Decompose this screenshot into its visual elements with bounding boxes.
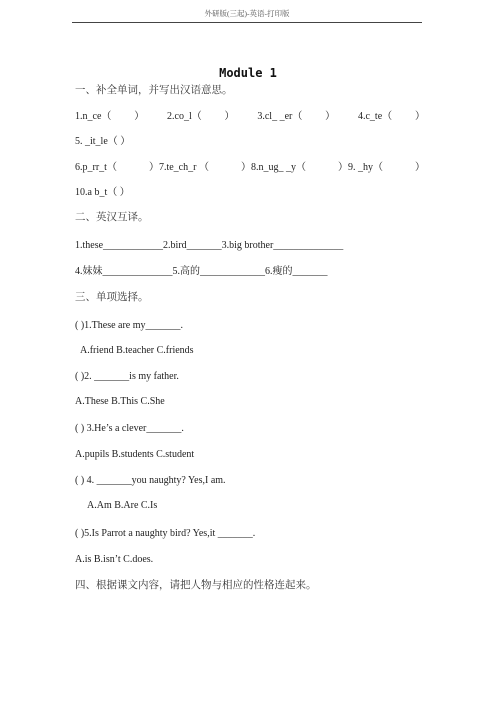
- word-item: ）: [414, 162, 425, 173]
- word-item: ）: [134, 111, 145, 122]
- part1-row-1: [75, 110, 425, 124]
- word-item: 6.p_rr_t（: [75, 162, 117, 173]
- section-2-heading: 二、英汉互译。: [75, 212, 149, 223]
- page-title: Module 1: [219, 66, 277, 80]
- section-3-heading: 三、单项选择。: [75, 292, 149, 303]
- question-2: ( )2. _______is my father.: [75, 371, 179, 382]
- section-4-heading: 四、根据课文内容，请把人物与相应的性格连起来。: [75, 580, 317, 591]
- word-item: 3.cl_ _er（: [257, 111, 303, 122]
- part1-row-2: 5. _it_le（ ）: [75, 136, 131, 147]
- word-item: 4.c_te（: [357, 111, 393, 122]
- word-item: 2.co_l（: [167, 111, 202, 122]
- question-3-options: A.pupils B.students C.student: [75, 449, 195, 460]
- question-2-options: A.These B.This C.She: [75, 396, 165, 407]
- word-item: 1.n_ce（: [75, 111, 112, 122]
- page-header: 外研版(三起)-英语-打印版: [72, 8, 422, 23]
- part2-row-1: 1.these____________2.bird_______3.big brother______________: [75, 240, 344, 251]
- part2-row-2: 4.妹妹______________5.高的_____________6.瘦的_______: [75, 266, 328, 277]
- word-item: ）7.te_ch_r （: [148, 162, 209, 173]
- question-5: ( )5.Is Parrot a naughty bird? Yes,it _______.: [75, 528, 256, 539]
- question-4-options: A.Am B.Are C.Is: [87, 500, 158, 511]
- word-item: ）9. _hy（: [337, 162, 383, 173]
- question-3: ( ) 3.He’s a clever_______.: [75, 423, 184, 434]
- part1-row-3: [75, 161, 425, 175]
- part1-row-4: 10.a b_t（ ）: [75, 187, 130, 198]
- question-4: ( ) 4. _______you naughty? Yes,I am.: [75, 475, 226, 486]
- question-5-options: A.is B.isn’t C.does.: [75, 554, 154, 565]
- word-item: ）: [414, 111, 425, 122]
- word-item: ）8.n_ug_ _y（: [240, 162, 306, 173]
- question-1-options: A.friend B.teacher C.friends: [80, 345, 194, 356]
- word-item: ）: [224, 111, 235, 122]
- word-item: ）: [325, 111, 336, 122]
- question-1: ( )1.These are my_______.: [75, 320, 184, 331]
- section-1-heading: 一、补全单词，并写出汉语意思。: [75, 85, 233, 96]
